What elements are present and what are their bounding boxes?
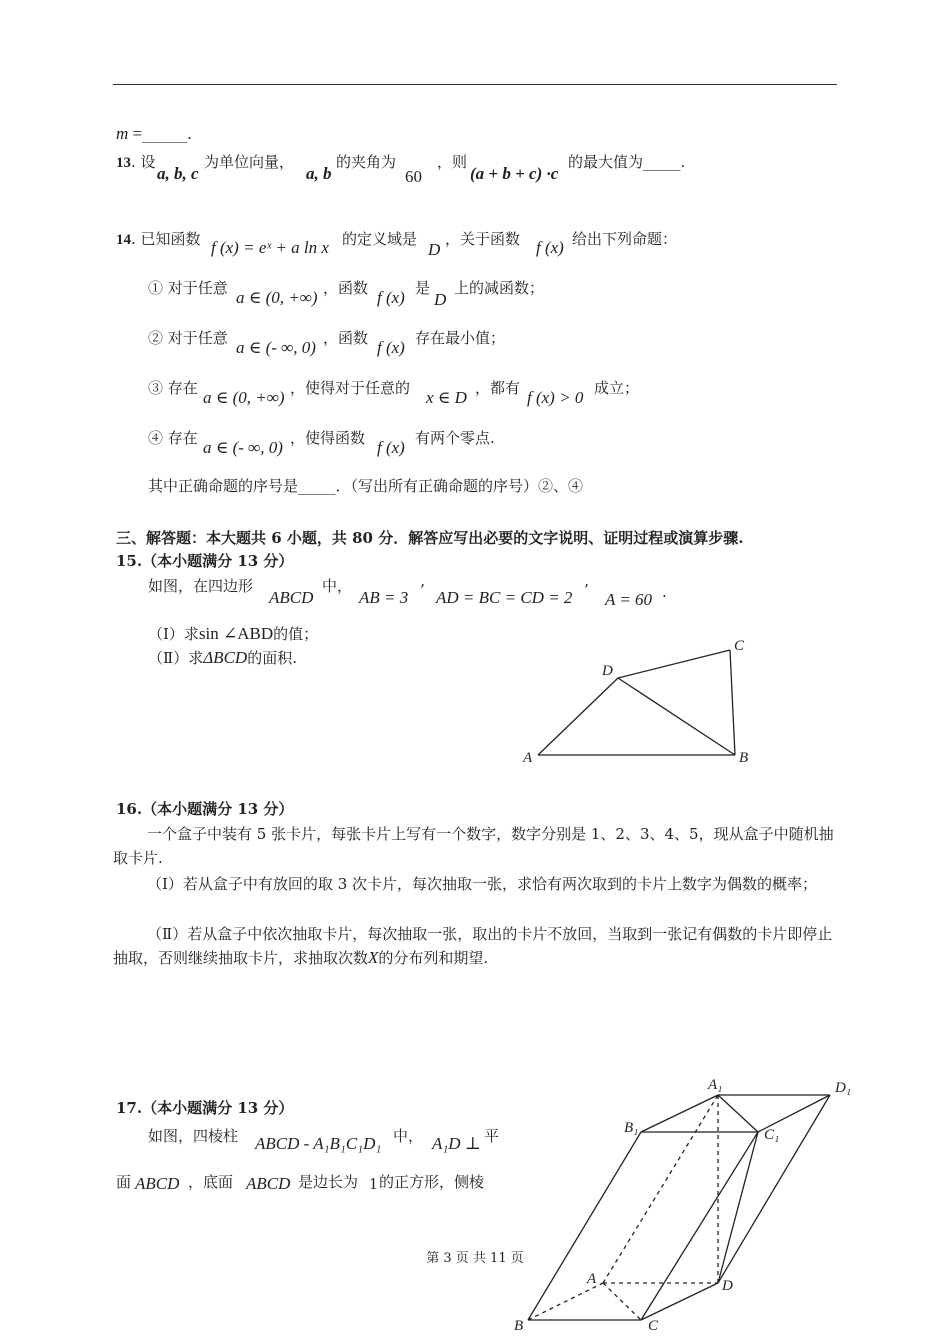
q13-number: 13. 设 bbox=[116, 153, 156, 171]
q15-cond-3: A = 60 bbox=[605, 590, 653, 609]
q14-item-1-post: 上的减函数； bbox=[454, 279, 545, 297]
q12-tail bbox=[116, 124, 192, 144]
q16-para-3: （Ⅱ）若从盒子中依次抽取卡片，每次抽取一张，取出的卡片不放回，当取到一张记有偶数的卡片即停止抽取，否则继续抽取卡片，求抽取次数X的分布列和期望. bbox=[113, 925, 833, 967]
q14-item-4-pre: ④ 存在 bbox=[148, 429, 198, 447]
q14-item-1-mid: ，函数 bbox=[323, 279, 369, 297]
q14-item-3-m1: a ∈ (0, +∞) bbox=[203, 388, 285, 407]
q17-plane: ABCD bbox=[135, 1174, 180, 1193]
q13-text-max: 的最大值为_____. bbox=[568, 153, 686, 171]
label-B1: B₁ bbox=[624, 1120, 639, 1136]
q15-part-2: （Ⅱ）求ΔBCD的面积. bbox=[148, 648, 297, 667]
edge-A1C1 bbox=[718, 1095, 758, 1132]
q15-cond-2: AD = BC = CD = 2 bbox=[436, 588, 573, 607]
var-m: m bbox=[116, 124, 129, 143]
q14-item-3-mid2: ，都有 bbox=[475, 379, 521, 397]
edge-DC bbox=[618, 650, 730, 678]
period: . bbox=[187, 125, 192, 143]
q14-text-props: 给出下列命题： bbox=[572, 230, 678, 248]
q14-item-1-pre: ① 对于任意 bbox=[148, 279, 228, 297]
q15-quad: ABCD bbox=[269, 588, 314, 607]
q13-text-then: ，则 bbox=[437, 153, 468, 171]
label-D1: D₁ bbox=[835, 1080, 852, 1096]
q13-vecs: a, b, c bbox=[157, 164, 199, 183]
edge-B1A1 bbox=[641, 1095, 718, 1132]
q13-text-angle: 的夹角为 bbox=[336, 153, 397, 171]
q17-text-4: 面 bbox=[116, 1173, 132, 1191]
q14-item-1-m2: f (x) bbox=[377, 288, 405, 307]
q17-text-2: 中， bbox=[393, 1127, 424, 1145]
q17-text-5: ，底面 bbox=[188, 1173, 234, 1191]
q17-base: ABCD bbox=[246, 1174, 291, 1193]
q13-vecs2: a, b bbox=[306, 164, 332, 183]
edge-AC-hidden bbox=[603, 1283, 641, 1320]
q14-item-1-m3: D bbox=[434, 290, 447, 309]
q15-comma-2: ’ bbox=[584, 581, 589, 599]
q15-text-1: 如图，在四边形 bbox=[148, 577, 254, 595]
q14-text-domain: 的定义域是 bbox=[342, 230, 418, 248]
q15-figure bbox=[510, 630, 770, 780]
q16-title: 16.（本小题满分 13 分） bbox=[116, 800, 294, 818]
q14-item-2-pre: ② 对于任意 bbox=[148, 329, 228, 347]
q15-title: 15.（本小题满分 13 分） bbox=[116, 552, 294, 570]
edge-DB bbox=[618, 678, 735, 755]
q14-number: 14. 已知函数 bbox=[116, 230, 201, 248]
label-D: D bbox=[722, 1278, 733, 1294]
edge-BB1 bbox=[528, 1132, 641, 1320]
q14-item-3-m2: x ∈ D bbox=[426, 388, 467, 407]
label-A: A bbox=[587, 1271, 597, 1287]
q17-title: 17.（本小题满分 13 分） bbox=[116, 1099, 294, 1117]
q15-part-1: （Ⅰ）求sin ∠ABD的值； bbox=[148, 624, 319, 643]
edge-CB bbox=[730, 650, 735, 755]
eq-sign: = bbox=[128, 124, 143, 143]
label-B: B bbox=[514, 1318, 524, 1334]
q17-text-3: 平 bbox=[484, 1127, 500, 1145]
q17-one: 1 bbox=[369, 1174, 378, 1193]
q14-fx: f (x) bbox=[536, 238, 564, 257]
q13-expr: (a + b + c) ·c bbox=[470, 164, 559, 183]
q14-text-about: ，关于函数 bbox=[445, 230, 521, 248]
q14-item-2-m1: a ∈ (- ∞, 0) bbox=[236, 338, 316, 357]
q14-item-3-mid: ，使得对于任意的 bbox=[290, 379, 411, 397]
answer-blank: ______ bbox=[142, 125, 188, 143]
q15-text-2: 中， bbox=[322, 577, 353, 595]
q14-item-3-m3: f (x) > 0 bbox=[527, 388, 584, 407]
header-rule bbox=[113, 84, 837, 85]
label-C: C bbox=[734, 638, 745, 654]
q16-para-1: 一个盒子中装有 5 张卡片，每张卡片上写有一个数字，数字分别是 1、2、3、4、5，现从盒子中随机抽取卡片. bbox=[113, 825, 834, 867]
label-A1: A₁ bbox=[708, 1077, 723, 1093]
q14-answer-line: 其中正确命题的序号是_____．（写出所有正确命题的序号）②、④ bbox=[148, 477, 584, 495]
q13-angle: 60 bbox=[405, 167, 422, 186]
section-3-heading: 三、解答题：本大题共 6 小题，共 80 分．解答应写出必要的文字说明、证明过程或演算步骤. bbox=[116, 529, 744, 547]
q14-item-3-post: 成立； bbox=[594, 379, 640, 397]
edge-AD bbox=[538, 678, 618, 755]
q17-prism: ABCD - A₁B₁C₁D₁ bbox=[255, 1134, 382, 1153]
q16-para-2: （Ⅰ）若从盒子中有放回的取 3 次卡片，每次抽取一张，求恰有两次取到的卡片上数字为偶数的概率； bbox=[147, 875, 818, 893]
q14-item-2-m2: f (x) bbox=[377, 338, 405, 357]
q14-item-4-m2: f (x) bbox=[377, 438, 405, 457]
q14-item-4-m1: a ∈ (- ∞, 0) bbox=[203, 438, 283, 457]
page-footer: 第 3 页 共 11 页 bbox=[426, 1251, 524, 1266]
q17-figure bbox=[500, 1070, 870, 1344]
q14-item-4-post: 有两个零点. bbox=[415, 429, 495, 447]
label-B: B bbox=[739, 750, 749, 766]
q14-item-2-mid: ，函数 bbox=[323, 329, 369, 347]
q15-comma-1: ’ bbox=[420, 581, 425, 599]
q14-item-1-m1: a ∈ (0, +∞) bbox=[236, 288, 318, 307]
q17-text-7: 的正方形，侧棱 bbox=[379, 1173, 485, 1191]
q15-period: . bbox=[662, 583, 667, 601]
q17-perp: A₁D ⊥ bbox=[432, 1134, 481, 1153]
q14-item-4-mid: ，使得函数 bbox=[290, 429, 366, 447]
q14-item-2-post: 存在最小值； bbox=[415, 329, 506, 347]
label-C1: C₁ bbox=[764, 1127, 780, 1143]
q14-D: D bbox=[428, 240, 441, 259]
q15-cond-1: AB = 3 bbox=[359, 588, 409, 607]
label-D: D bbox=[602, 663, 613, 679]
q17-text-6: 是边长为 bbox=[298, 1173, 359, 1191]
label-C: C bbox=[648, 1318, 659, 1334]
q17-text-1: 如图，四棱柱 bbox=[148, 1127, 239, 1145]
q14-func: f (x) = eˣ + a ln x bbox=[211, 238, 329, 257]
q14-item-3-pre: ③ 存在 bbox=[148, 379, 198, 397]
q13-text-unit: 为单位向量， bbox=[204, 153, 295, 171]
label-A: A bbox=[523, 750, 533, 766]
q14-item-1-mid2: 是 bbox=[415, 279, 431, 297]
